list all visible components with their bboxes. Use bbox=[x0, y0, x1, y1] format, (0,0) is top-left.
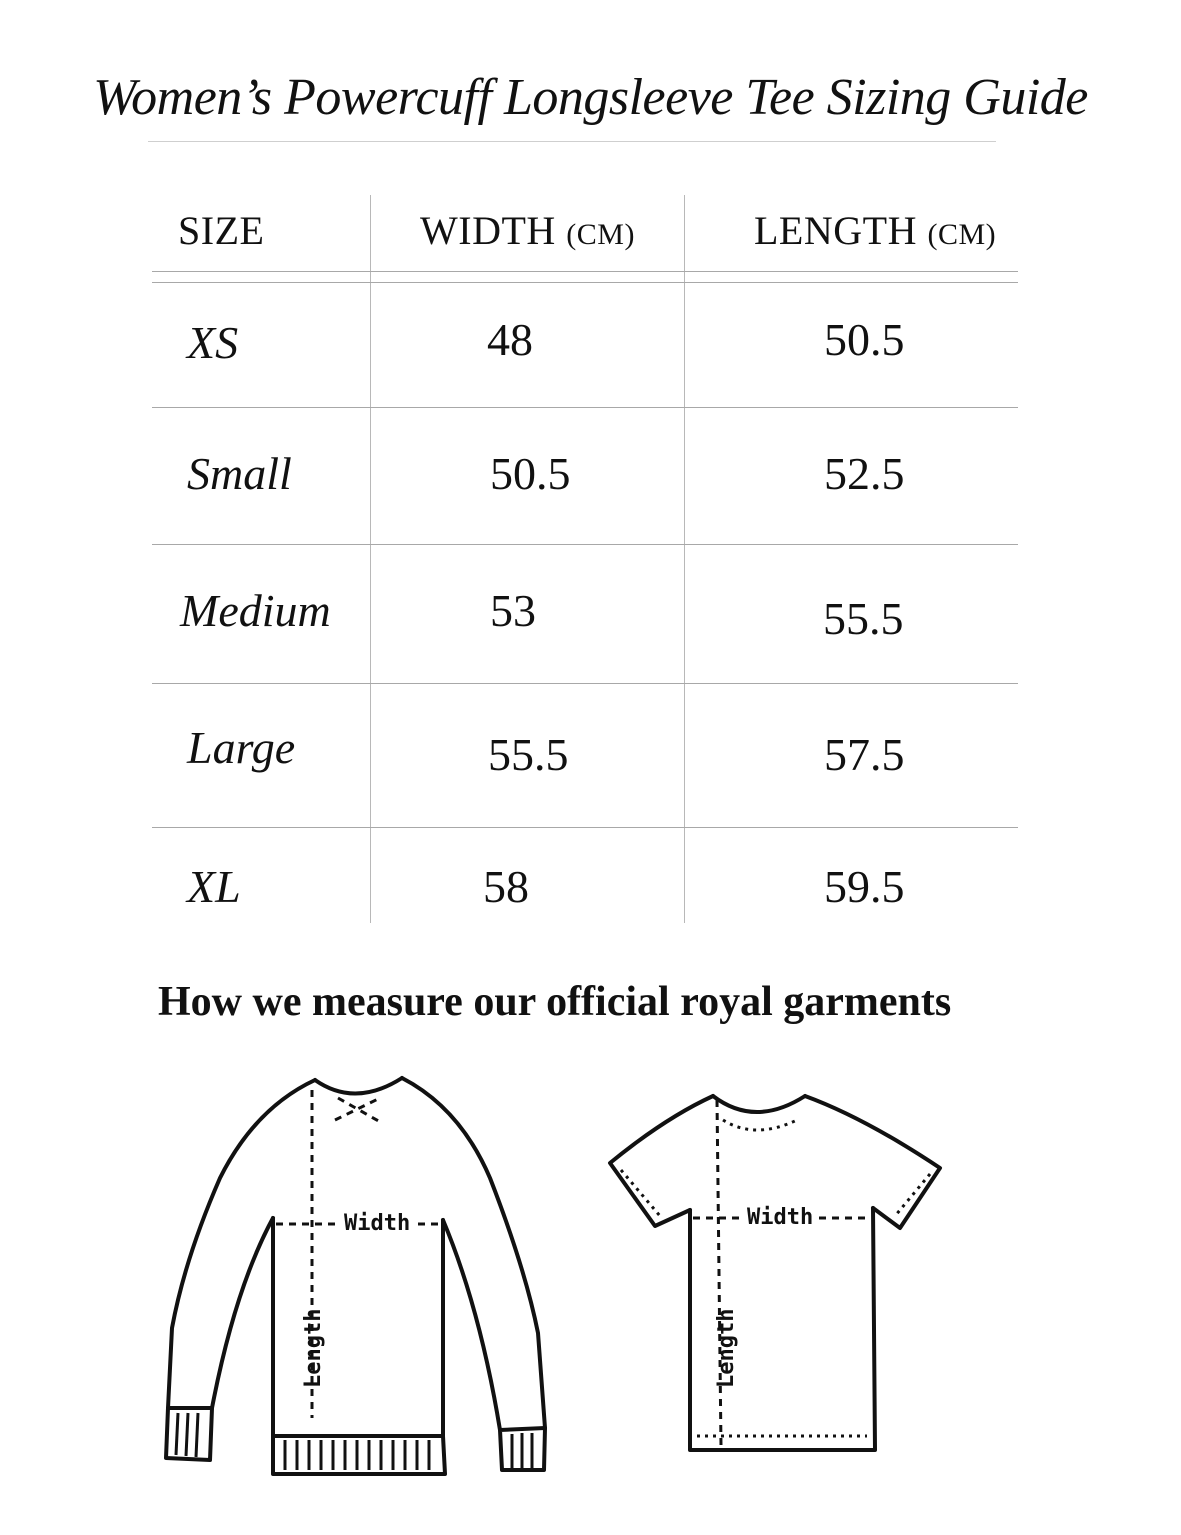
width-cell: 53 bbox=[490, 585, 536, 636]
row-divider bbox=[152, 544, 1018, 545]
tee-outline-icon bbox=[610, 1096, 940, 1450]
longsleeve-width-label: Width bbox=[344, 1211, 411, 1236]
size-cell: Medium bbox=[180, 585, 331, 636]
header-rule bbox=[152, 271, 1018, 272]
length-cell: 52.5 bbox=[824, 448, 905, 499]
header-width-label: WIDTH bbox=[420, 208, 556, 253]
longsleeve-outline-icon bbox=[166, 1078, 545, 1474]
length-cell: 59.5 bbox=[824, 861, 905, 912]
width-cell: 55.5 bbox=[488, 729, 569, 780]
size-cell: Large bbox=[187, 722, 296, 773]
tee-diagram bbox=[605, 1088, 945, 1460]
length-cell: 57.5 bbox=[824, 729, 905, 780]
width-cell: 58 bbox=[483, 861, 529, 912]
header-size bbox=[178, 207, 264, 254]
width-cell: 48 bbox=[487, 314, 533, 365]
row-divider bbox=[152, 407, 1018, 408]
tee-width-label: Width bbox=[747, 1205, 814, 1230]
header-length bbox=[754, 207, 996, 254]
longsleeve-diagram bbox=[160, 1068, 560, 1478]
size-cell: Small bbox=[187, 448, 292, 499]
measure-heading: How we measure our official royal garments bbox=[158, 979, 952, 1025]
stitch-lines-icon bbox=[621, 1120, 930, 1436]
row-divider bbox=[152, 683, 1018, 684]
header-width bbox=[420, 207, 635, 254]
ribbing-icon bbox=[176, 1413, 532, 1470]
size-cell: XL bbox=[187, 861, 241, 912]
header-length-label: LENGTH bbox=[754, 208, 917, 253]
header-length-unit: (CM) bbox=[927, 218, 997, 251]
measure-guides-icon bbox=[693, 1100, 871, 1446]
size-cell: XS bbox=[187, 317, 239, 368]
column-divider bbox=[370, 195, 371, 923]
longsleeve-length-label: Length bbox=[301, 1308, 326, 1388]
header-width-unit: (CM) bbox=[566, 218, 635, 251]
header-rule bbox=[152, 282, 1018, 283]
row-divider bbox=[152, 827, 1018, 828]
length-cell: 55.5 bbox=[823, 593, 904, 644]
header-size-label: SIZE bbox=[178, 208, 265, 253]
title-divider bbox=[148, 141, 996, 142]
length-cell: 50.5 bbox=[824, 314, 905, 365]
width-cell: 50.5 bbox=[490, 448, 571, 499]
tee-length-label: Length bbox=[714, 1308, 739, 1388]
page-title: Women’s Powercuff Longsleeve Tee Sizing Guide bbox=[93, 69, 1088, 126]
column-divider bbox=[684, 195, 685, 923]
size-table bbox=[152, 195, 1018, 923]
